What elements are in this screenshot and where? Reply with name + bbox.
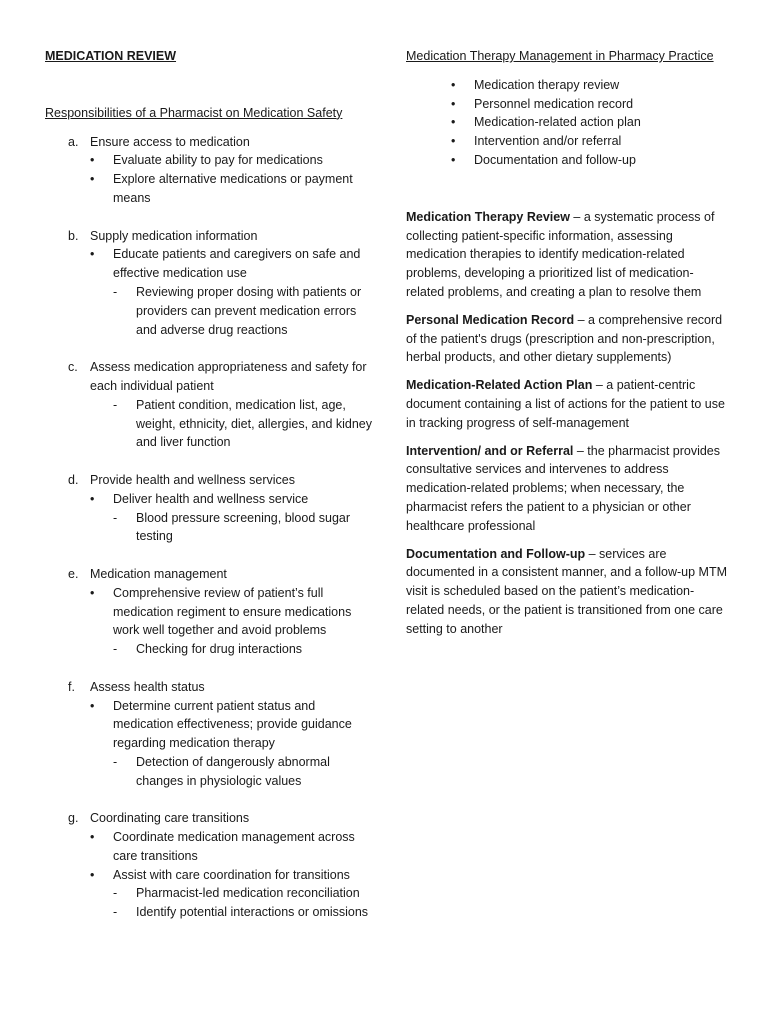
sub-item-text: Detection of dangerously abnormal changes in physiologic values <box>136 754 330 788</box>
definition-term: Intervention/ and or Referral <box>406 443 574 458</box>
bullet-text: Determine current patient status and medication effectiveness; provide guidance regarding medication therapy <box>113 698 352 751</box>
responsibility-row <box>45 678 375 697</box>
sub-item <box>45 283 375 339</box>
bullet-icon: • <box>90 585 95 600</box>
item-letter: g. <box>68 811 79 826</box>
bullet-icon: • <box>90 698 95 713</box>
bullet-text: Evaluate ability to pay for medications <box>113 153 323 168</box>
item-letter: d. <box>68 472 79 487</box>
bullet-icon: • <box>451 77 456 92</box>
definition-term: Medication Therapy Review <box>406 209 570 224</box>
mtm-item-text: Medication therapy review <box>474 77 620 92</box>
definition-term: Personal Medication Record <box>406 312 575 327</box>
bullet-item <box>45 170 375 208</box>
item-letter: b. <box>68 228 79 243</box>
item-letter: a. <box>68 134 79 149</box>
item-letter: e. <box>68 566 79 581</box>
bullet-icon: • <box>451 134 456 149</box>
bullet-item <box>45 245 375 283</box>
right-column <box>406 47 728 648</box>
sub-item <box>45 640 375 659</box>
bullet-icon: • <box>90 172 95 187</box>
mtm-list-item <box>406 113 728 132</box>
definition-text: – a patient-centric document containing a list of actions for the patient to use in tracking progress of self-management <box>406 378 725 430</box>
bullet-icon: • <box>451 115 456 130</box>
sub-item-text: Pharmacist-led medication reconciliation <box>136 886 360 901</box>
definition-text: – services are documented in a consistent manner, and a follow-up MTM visit is scheduled based on the patient’s medication-related needs, or the patient is transitioned from one care setting to another <box>406 546 728 636</box>
definition-term: Medication-Related Action Plan <box>406 378 593 393</box>
bullet-icon: • <box>90 491 95 506</box>
sub-item <box>45 509 375 547</box>
responsibility-item <box>45 227 375 340</box>
responsibility-row <box>45 133 375 152</box>
responsibility-row <box>45 358 375 396</box>
bullet-text: Coordinate medication management across care transitions <box>113 830 355 863</box>
dash-icon: - <box>113 754 118 769</box>
dash-icon: - <box>113 397 118 412</box>
sub-item <box>45 884 375 903</box>
dash-icon: - <box>113 510 118 525</box>
sub-item <box>45 753 375 791</box>
responsibility-item <box>45 565 375 659</box>
mtm-item-text: Documentation and follow-up <box>474 152 636 167</box>
responsibility-row <box>45 471 375 490</box>
bullet-icon: • <box>451 152 456 167</box>
sub-item <box>45 396 375 452</box>
bullet-icon: • <box>90 830 95 845</box>
mtm-item-text: Medication-related action plan <box>474 115 641 130</box>
bullet-icon: • <box>90 867 95 882</box>
bullet-item <box>45 490 375 509</box>
responsibilities-heading: Responsibilities of a Pharmacist on Medication Safety <box>45 105 343 120</box>
definition-paragraph <box>406 442 728 536</box>
sub-item-text: Reviewing proper dosing with patients or providers can prevent medication errors and adverse drug reactions <box>136 284 362 337</box>
sub-item-text: Patient condition, medication list, age, weight, ethnicity, diet, allergies, and kidney and liver function <box>136 397 373 450</box>
dash-icon: - <box>113 284 118 299</box>
responsibilities-list <box>45 133 375 922</box>
sub-item-text: Checking for drug interactions <box>136 642 303 657</box>
dash-icon: - <box>113 642 118 657</box>
mtm-list-item <box>406 132 728 151</box>
mtm-list-item <box>406 76 728 95</box>
item-label: Ensure access to medication <box>90 134 250 149</box>
definition-text: – a systematic process of collecting patient-specific information, assessing medication therapies to identify medication-related problems, developing a prioritized list of medication-related problems, and creating a plan to resolve them <box>406 209 715 299</box>
mtm-list-item <box>406 95 728 114</box>
definition-text: – the pharmacist provides consultative services and intervenes to address medication-related problems; when necessary, the pharmacist refers the patient to a physician or other healthcare professional <box>406 443 721 533</box>
mtm-item-text: Personnel medication record <box>474 96 634 111</box>
bullet-text: Explore alternative medications or payment means <box>113 172 353 205</box>
responsibility-item <box>45 358 375 452</box>
responsibility-item <box>45 471 375 546</box>
page-title: MEDICATION REVIEW <box>45 49 177 63</box>
bullet-text: Comprehensive review of patient’s full medication regiment to ensure medications work well together and avoid problems <box>113 585 352 638</box>
sub-item-text: Identify potential interactions or omissions <box>136 905 369 920</box>
item-label: Coordinating care transitions <box>90 811 250 826</box>
bullet-item <box>45 866 375 885</box>
dash-icon: - <box>113 886 118 901</box>
definition-paragraph <box>406 545 728 639</box>
definition-term: Documentation and Follow-up <box>406 546 586 561</box>
sub-item <box>45 903 375 922</box>
responsibility-item <box>45 678 375 791</box>
mtm-components-list <box>406 76 728 170</box>
dash-icon: - <box>113 905 118 920</box>
bullet-item <box>45 828 375 866</box>
left-column <box>45 47 375 922</box>
item-label: Provide health and wellness services <box>90 472 295 487</box>
definition-paragraph <box>406 376 728 432</box>
bullet-item <box>45 697 375 753</box>
item-letter: c. <box>68 360 78 375</box>
item-label: Medication management <box>90 566 227 581</box>
sub-item-text: Blood pressure screening, blood sugar testing <box>136 510 351 544</box>
responsibility-item <box>45 809 375 922</box>
mtm-item-text: Intervention and/or referral <box>474 134 622 149</box>
bullet-icon: • <box>451 96 456 111</box>
item-letter: f. <box>68 679 75 694</box>
bullet-item <box>45 151 375 170</box>
definition-paragraph <box>406 311 728 367</box>
definition-text: – a comprehensive record of the patient's drugs (prescription and non-prescription, herbal products, and other dietary supplements) <box>406 312 723 365</box>
mtm-list-item <box>406 151 728 170</box>
bullet-icon: • <box>90 153 95 168</box>
definition-paragraph <box>406 208 728 302</box>
bullet-item <box>45 584 375 640</box>
responsibility-item <box>45 133 375 208</box>
responsibility-row <box>45 227 375 246</box>
bullet-text: Deliver health and wellness service <box>113 491 309 506</box>
bullet-text: Educate patients and caregivers on safe and effective medication use <box>113 247 361 281</box>
responsibility-row <box>45 565 375 584</box>
bullet-text: Assist with care coordination for transitions <box>113 867 350 882</box>
mtm-heading: Medication Therapy Management in Pharmacy Practice <box>406 49 714 63</box>
item-label: Supply medication information <box>90 228 258 243</box>
bullet-icon: • <box>90 247 95 262</box>
item-label: Assess medication appropriateness and safety for each individual patient <box>90 360 367 393</box>
responsibility-row <box>45 809 375 828</box>
item-label: Assess health status <box>90 679 205 694</box>
definitions-list <box>406 208 728 639</box>
